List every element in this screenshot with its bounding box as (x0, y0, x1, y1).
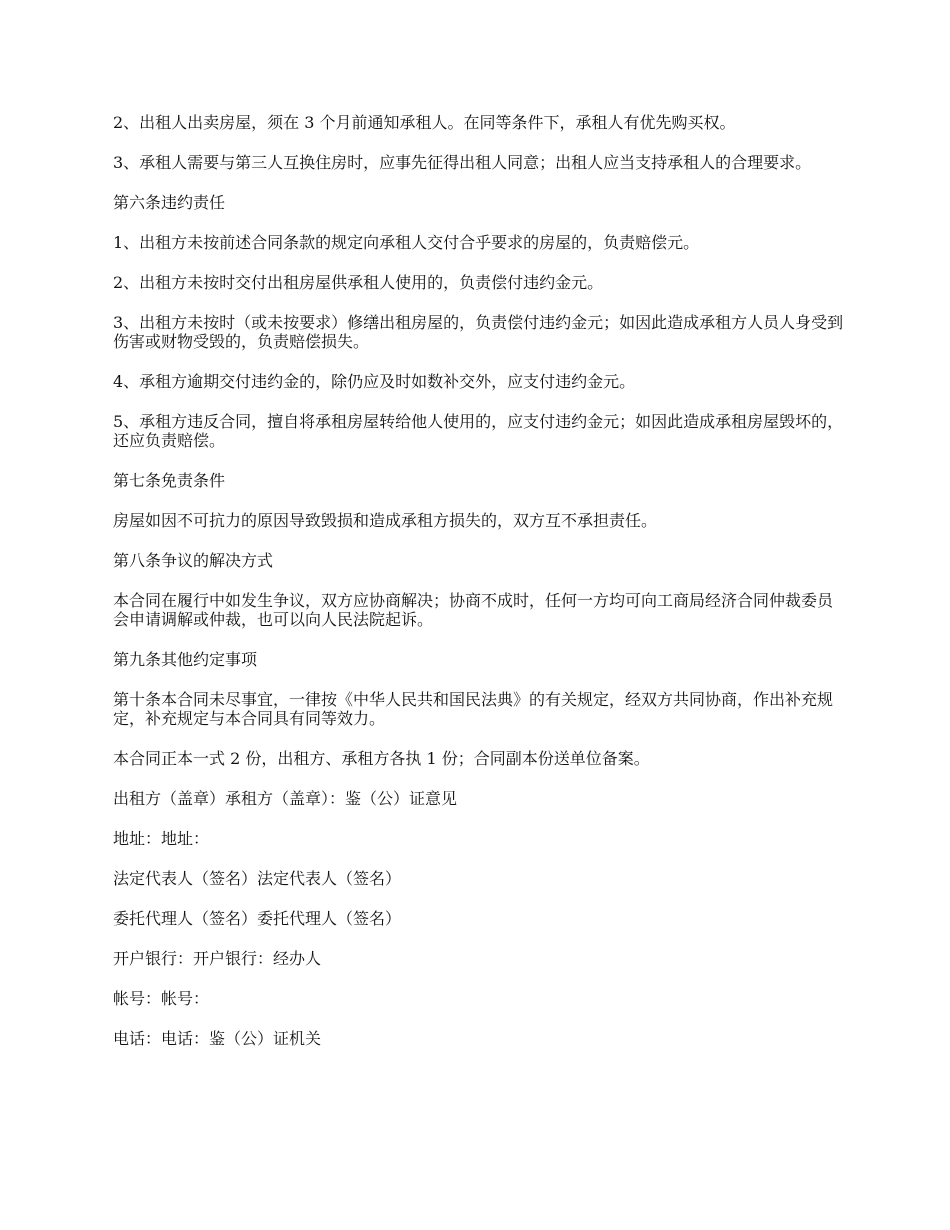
clause-6-item-3: 3、出租方未按时（或未按要求）修缮出租房屋的，负责偿付违约金元；如因此造成承租方人员人身受到伤害或财物受毁的，负责赔偿损失。 (113, 313, 844, 351)
signature-agent-line: 委托代理人（签名）委托代理人（签名） (113, 909, 402, 928)
clause-6-item-4: 4、承租方逾期交付违约金的，除仍应及时如数补交外，应支付违约金元。 (113, 372, 636, 391)
section-heading-article-9: 第九条其他约定事项 (113, 650, 258, 669)
clause-7-text: 房屋如因不可抗力的原因导致毁损和造成承租方损失的，双方互不承担责任。 (113, 511, 658, 530)
signature-account-line: 帐号：帐号： (113, 989, 210, 1008)
clause-8-text: 本合同在履行中如发生争议，双方应协商解决；协商不成时，任何一方均可向工商局经济合同仲裁委员会申请调解或仲裁，也可以向人民法院起诉。 (113, 591, 834, 629)
clause-6-item-5: 5、承租方违反合同，擅自将承租房屋转给他人使用的，应支付违约金元；如因此造成承租房屋毁坏的，还应负责赔偿。 (113, 412, 844, 450)
document-body (113, 113, 848, 1069)
signature-address-line: 地址：地址： (113, 829, 210, 848)
clause-6-item-1: 1、出租方未按前述合同条款的规定向承租人交付合乎要求的房屋的，负责赔偿元。 (113, 233, 700, 252)
section-heading-article-8: 第八条争议的解决方式 (113, 551, 274, 570)
signature-bank-line: 开户银行：开户银行：经办人 (113, 949, 322, 968)
clause-6-item-2: 2、出租方未按时交付出租房屋供承租人使用的，负责偿付违约金元。 (113, 273, 604, 292)
section-heading-article-6: 第六条违约责任 (113, 193, 226, 212)
clause-10-text: 第十条本合同未尽事宜，一律按《中华人民共和国民法典》的有关规定，经双方共同协商，作出补充规定，补充规定与本合同具有同等效力。 (113, 690, 834, 728)
clause-5-item-3: 3、承租人需要与第三人互换住房时，应事先征得出租人同意；出租人应当支持承租人的合理要求。 (113, 153, 812, 172)
signature-seal-line: 出租方（盖章）承租方（盖章）：鉴（公）证意见 (113, 789, 458, 808)
clause-5-item-2: 2、出租人出卖房屋，须在 3 个月前通知承租人。在同等条件下，承租人有优先购买权。 (113, 113, 736, 132)
signature-legal-rep-line: 法定代表人（签名）法定代表人（签名） (113, 869, 402, 888)
copies-statement: 本合同正本一式 2 份，出租方、承租方各执 1 份；合同副本份送单位备案。 (113, 749, 650, 768)
signature-phone-line: 电话：电话：鉴（公）证机关 (113, 1029, 322, 1048)
section-heading-article-7: 第七条免责条件 (113, 471, 226, 490)
